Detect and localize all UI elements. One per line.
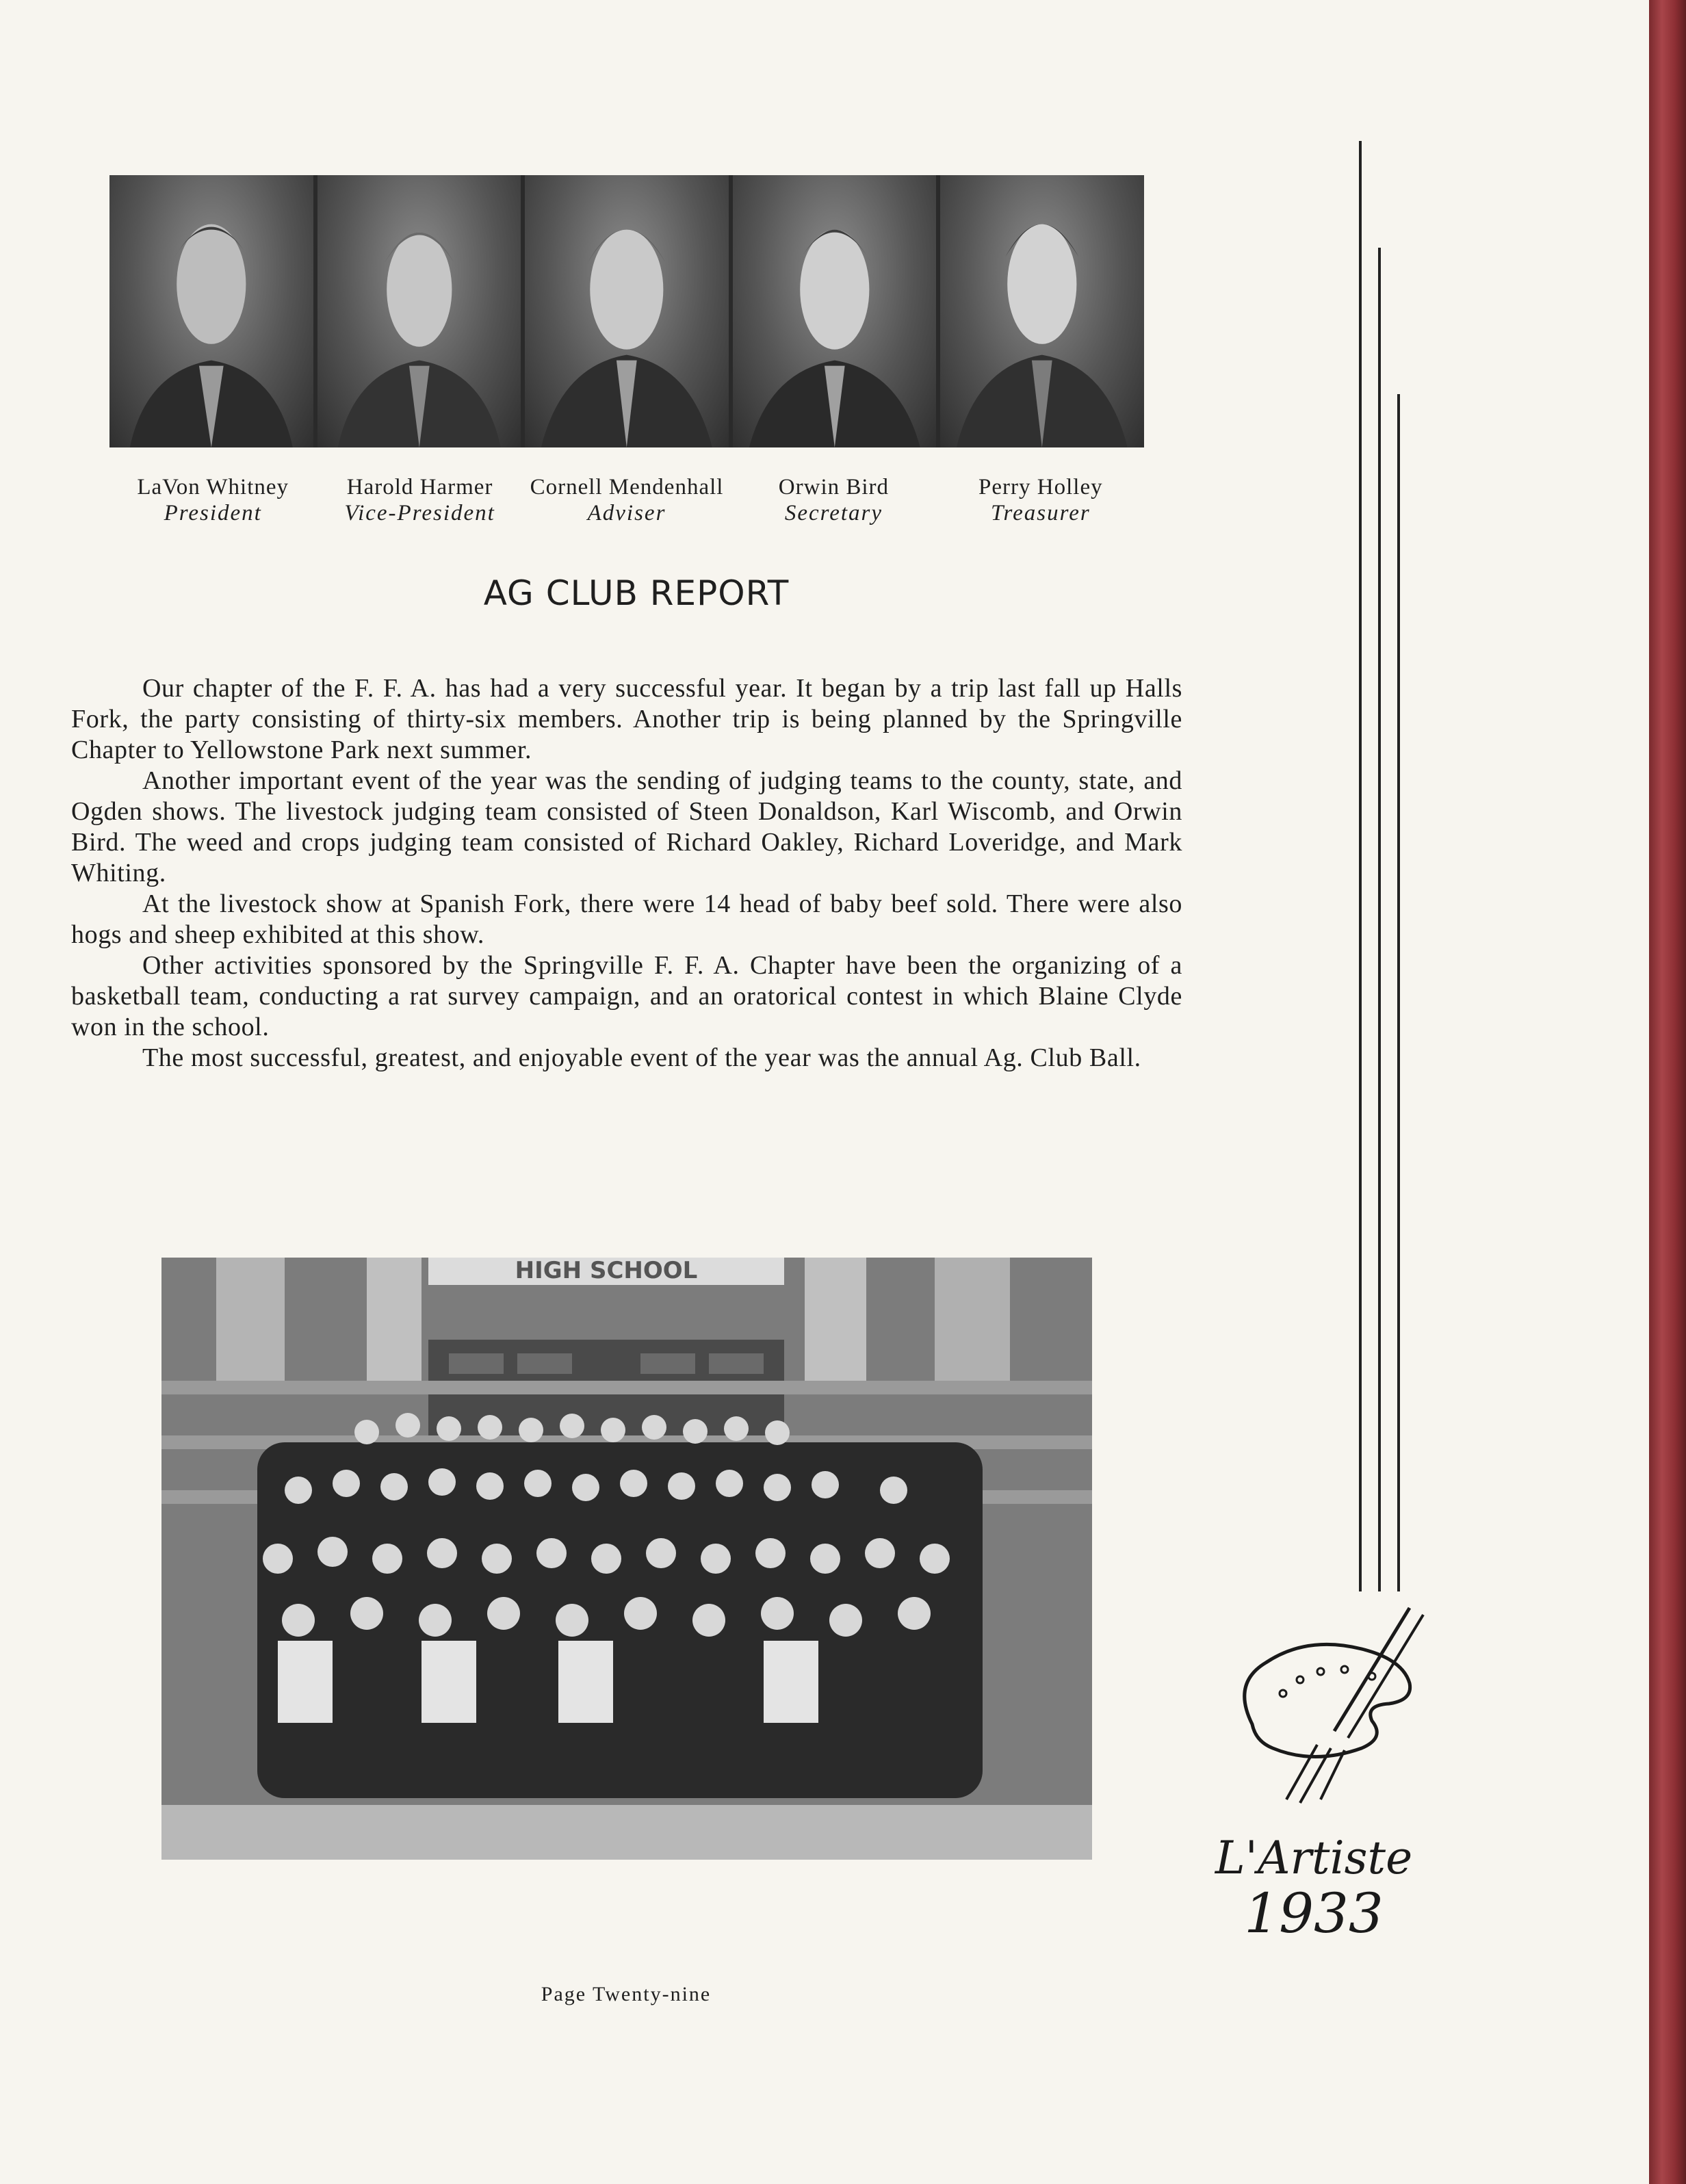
officer-name: Orwin Bird: [778, 475, 890, 499]
yearbook-logo: [1211, 1834, 1416, 1944]
officer-portraits: [109, 175, 1144, 447]
portrait-photo: [109, 175, 313, 447]
officer-name: Harold Harmer: [346, 475, 493, 499]
building-sign: HIGH SCHOOL: [515, 1258, 698, 1284]
page-number: Page Twenty-nine: [541, 1983, 712, 2005]
decorative-rule: [1378, 248, 1381, 1591]
officer-role: President: [164, 500, 262, 525]
paragraph: Our chapter of the F. F. A. has had a very successful year. It began by a trip last fall up Halls Fork, the party consisting of thirty-six members. Another trip is being planned by the Springville Chapter to Yellowstone Park next summer.: [71, 674, 1182, 764]
portrait-photo: [525, 175, 729, 447]
group-photo-image: [161, 1258, 1092, 1860]
officer-caption: [730, 475, 937, 527]
decorative-rule: [1359, 141, 1362, 1591]
officer-captions: [109, 475, 1144, 527]
officer-name: Cornell Mendenhall: [530, 475, 724, 499]
officer-caption: [523, 475, 730, 527]
officer-role: Vice-President: [344, 500, 495, 525]
officer-name: LaVon Whitney: [137, 475, 289, 499]
officer-caption: [109, 475, 316, 527]
logo-script: L'Artiste: [1215, 1832, 1413, 1884]
palette-icon: [1225, 1601, 1451, 1820]
report-body: [71, 673, 1182, 1074]
group-photo: [161, 1258, 1092, 1860]
decorative-rule: [1397, 394, 1400, 1591]
paragraph: At the livestock show at Spanish Fork, there were 14 head of baby beef sold. There were also hogs and sheep exhibited at this show.: [71, 889, 1182, 949]
paragraph: The most successful, greatest, and enjoyable event of the year was the annual Ag. Club Ball.: [142, 1043, 1141, 1072]
officer-role: Secretary: [784, 500, 883, 525]
portrait-photo: [317, 175, 521, 447]
page-title: AG CLUB REPORT: [483, 573, 790, 613]
paragraph: Other activities sponsored by the Springville F. F. A. Chapter have been the organizing of a basketball team, conducting a rat survey campaign, and an oratorical contest in which Blaine Clyde won in the school.: [71, 951, 1182, 1041]
officer-caption: [316, 475, 523, 527]
portrait-photo: [940, 175, 1144, 447]
officer-role: Treasurer: [990, 500, 1091, 525]
logo-year: 1933: [1244, 1881, 1384, 1945]
officer-name: Perry Holley: [978, 475, 1103, 499]
officer-caption: [937, 475, 1144, 527]
portrait-photo: [733, 175, 937, 447]
book-binding-edge: [1649, 0, 1686, 2184]
officer-role: Adviser: [587, 500, 666, 525]
paragraph: Another important event of the year was the sending of judging teams to the county, state, and Ogden shows. The livestock judging team consisted of Steen Donaldson, Karl Wiscomb, and Orwin Bird. The weed and crops judging team consisted of Richard Oakley, Richard Loveridge, and Mark Whiting.: [71, 766, 1182, 887]
